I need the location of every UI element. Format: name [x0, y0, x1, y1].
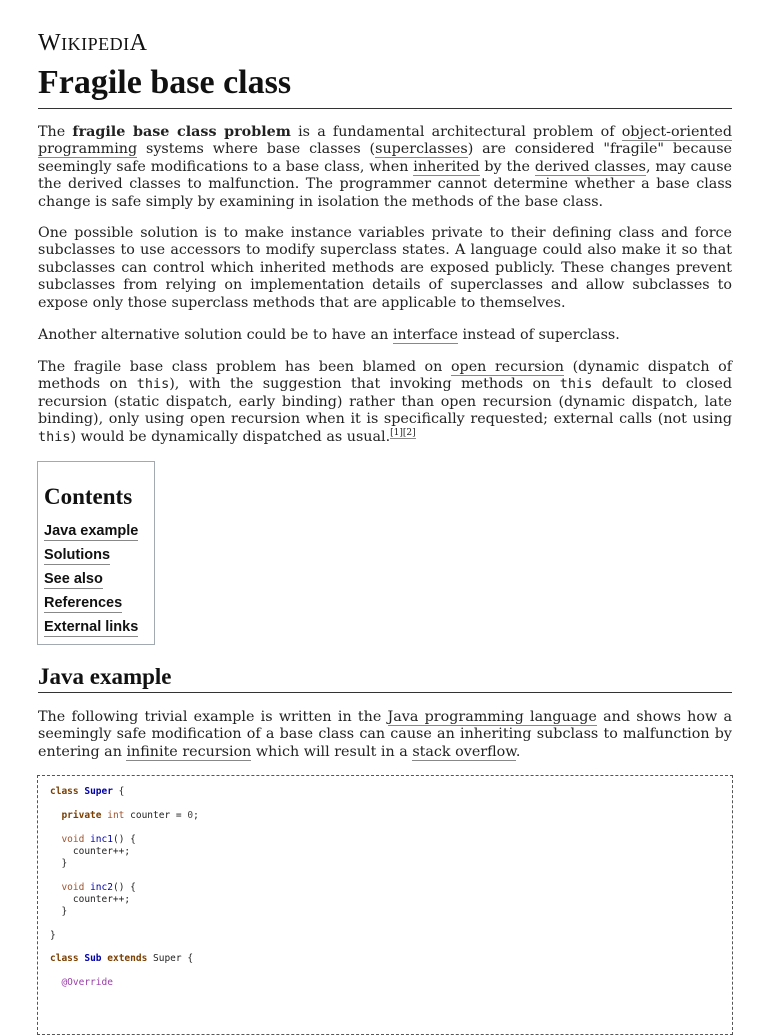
code-this: this	[38, 428, 71, 445]
link-infinite-recursion[interactable]: infinite recursion	[126, 743, 252, 760]
code-line: void inc2() {	[61, 882, 136, 893]
reference-1[interactable]: [1]	[390, 427, 403, 438]
intro-paragraph-4: The fragile base class problem has been blamed on open recursion (dynamic dispatch of methods on this), with the suggestion that invoking methods on this default to closed recursion (static dispatch, early binding) rather than open recursion (dynamic dispatch, late binding), only using open recursion when it is specifically requested; external calls (not using this) would be dynamically dispatched as usual.[1][2]	[38, 359, 733, 445]
reference-2[interactable]: [2]	[402, 427, 416, 438]
table-of-contents	[37, 461, 155, 645]
toc-title: Contents	[44, 484, 133, 509]
code-line: void inc1() {	[61, 834, 136, 845]
code-line: @Override	[61, 977, 113, 988]
code-line: counter++;	[72, 846, 131, 857]
code-line: }	[50, 930, 56, 941]
code-this: this	[559, 376, 593, 393]
code-line: class Sub extends Super {	[50, 953, 194, 964]
intro-paragraph-1: The fragile base class problem is a fundamental architectural problem of object-oriented programming systems where base classes (superclasses) are considered "fragile" because seemingly safe modifications to a base class, when inherited by the derived classes, may cause the derived classes to malfunction. The programmer cannot determine whether a base class change is safe simply by examining in isolation the methods of the base class.	[38, 124, 732, 210]
java-example-paragraph: The following trivial example is written in the Java programming language and shows how a seemingly safe modification of a base class can cause an inheriting subclass to malfunction by entering an infinite recursion which will result in a stack overflow.	[38, 709, 732, 760]
toc-item-see-also[interactable]: See also	[44, 571, 103, 587]
intro-paragraph-2: One possible solution is to make instance variables private to their defining class and force subclasses to use accessors to modify superclass states. A language could also make it so that subclasses can control which inherited methods are exposed publicly. These changes prevent subclasses from relying on implementation details of superclasses and allow subclasses to expose only those superclass methods that are applicable to themselves.	[38, 225, 732, 311]
intro-paragraph-3: Another alternative solution could be to have an interface instead of superclass.	[38, 327, 620, 343]
code-line: }	[61, 906, 68, 917]
toc-item-java-example[interactable]: Java example	[44, 523, 139, 539]
link-stack-overflow[interactable]: stack overflow	[412, 743, 516, 760]
toc-item-references[interactable]: References	[44, 595, 123, 611]
code-line: }	[61, 858, 68, 869]
code-line: class Super {	[50, 786, 125, 797]
link-superclasses[interactable]: superclasses	[375, 141, 468, 158]
link-derived-classes[interactable]: derived classes	[534, 158, 646, 175]
code-line: private int counter = 0;	[61, 810, 199, 821]
page-title: Fragile base class	[38, 62, 732, 109]
toc-item-solutions[interactable]: Solutions	[44, 547, 111, 563]
wikipedia-logo[interactable]: WIKIPEDIA	[38, 30, 148, 56]
toc-item-external-links[interactable]: External links	[44, 619, 139, 635]
link-open-recursion[interactable]: open recursion	[450, 359, 565, 375]
link-object-oriented-programming[interactable]: object-oriented programming	[38, 124, 732, 158]
code-block	[37, 775, 733, 1035]
code-line: counter++;	[72, 894, 131, 905]
link-interface[interactable]: interface	[392, 327, 458, 343]
link-inherited[interactable]: inherited	[413, 158, 480, 175]
section-heading-java-example: Java example	[38, 663, 732, 693]
code-this: this	[136, 376, 170, 393]
link-java-programming-language[interactable]: Java programming language	[387, 709, 597, 725]
